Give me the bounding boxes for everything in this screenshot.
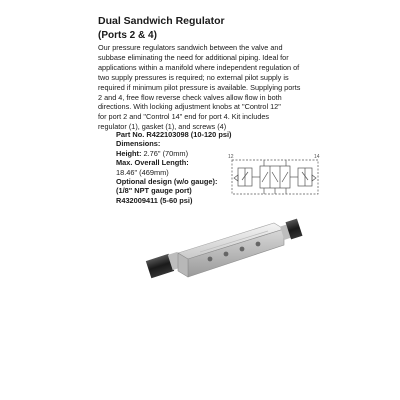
description-line: for port 2 and "Control 14" end for port 4. Kit includes bbox=[98, 112, 270, 122]
product-title: Dual Sandwich Regulator bbox=[98, 15, 225, 27]
description-line: directions. With locking adjustment knobs at "Control 12" bbox=[98, 102, 281, 112]
description-line: subbase eliminating the need for additional piping. Ideal for bbox=[98, 52, 289, 62]
length-value: 18.46" (469mm) bbox=[116, 167, 169, 177]
description-line: 2 and 4, free flow reverse check valves allow flow in both bbox=[98, 92, 282, 102]
right-adjustment-knob bbox=[280, 219, 302, 240]
regulator-product-image bbox=[134, 207, 304, 299]
right-regulator-symbol bbox=[298, 168, 316, 186]
port-label-12: 12 bbox=[228, 154, 234, 160]
valve-schematic bbox=[226, 150, 326, 202]
port-label-14: 14 bbox=[314, 154, 320, 160]
product-subtitle: (Ports 2 & 4) bbox=[98, 30, 157, 41]
description-line: Our pressure regulators sandwich between the valve and bbox=[98, 43, 283, 52]
optional-port: (1/8" NPT gauge port) bbox=[116, 186, 192, 196]
optional-port-row bbox=[116, 186, 236, 195]
description-line: regulator (1), gasket (1), and screws (4) bbox=[98, 122, 227, 132]
length-value-row bbox=[116, 168, 236, 177]
height-label: Height: bbox=[116, 148, 142, 158]
part-number: Part No. R422103098 bbox=[116, 130, 189, 139]
optional-design-row bbox=[116, 177, 236, 186]
dimensions-heading-row bbox=[116, 139, 236, 148]
height-row bbox=[116, 149, 236, 158]
length-label: Max. Overall Length: bbox=[116, 158, 189, 168]
description-line: two supply pressures is required; no external pilot supply is bbox=[98, 72, 289, 82]
left-regulator-symbol bbox=[234, 168, 252, 186]
optional-part: R432009411 (5-60 psi) bbox=[116, 195, 193, 205]
description-line: required if minimum pilot pressure is available. Supplying ports bbox=[98, 82, 301, 92]
center-valve-symbol bbox=[260, 160, 290, 194]
optional-part-row bbox=[116, 196, 236, 205]
length-label-row bbox=[116, 158, 236, 167]
specifications bbox=[116, 130, 236, 205]
optional-design-label: Optional design (w/o gauge): bbox=[116, 177, 218, 187]
part-number-row bbox=[116, 130, 236, 139]
height-value: 2.76" (70mm) bbox=[143, 148, 189, 158]
dimensions-heading: Dimensions: bbox=[116, 139, 161, 149]
part-number-range: (10-120 psi) bbox=[190, 130, 232, 139]
product-description bbox=[98, 43, 324, 132]
description-line: applications within a manifold where independent regulation of bbox=[98, 62, 300, 72]
regulator-body bbox=[178, 223, 284, 277]
left-adjustment-knob bbox=[146, 252, 182, 278]
